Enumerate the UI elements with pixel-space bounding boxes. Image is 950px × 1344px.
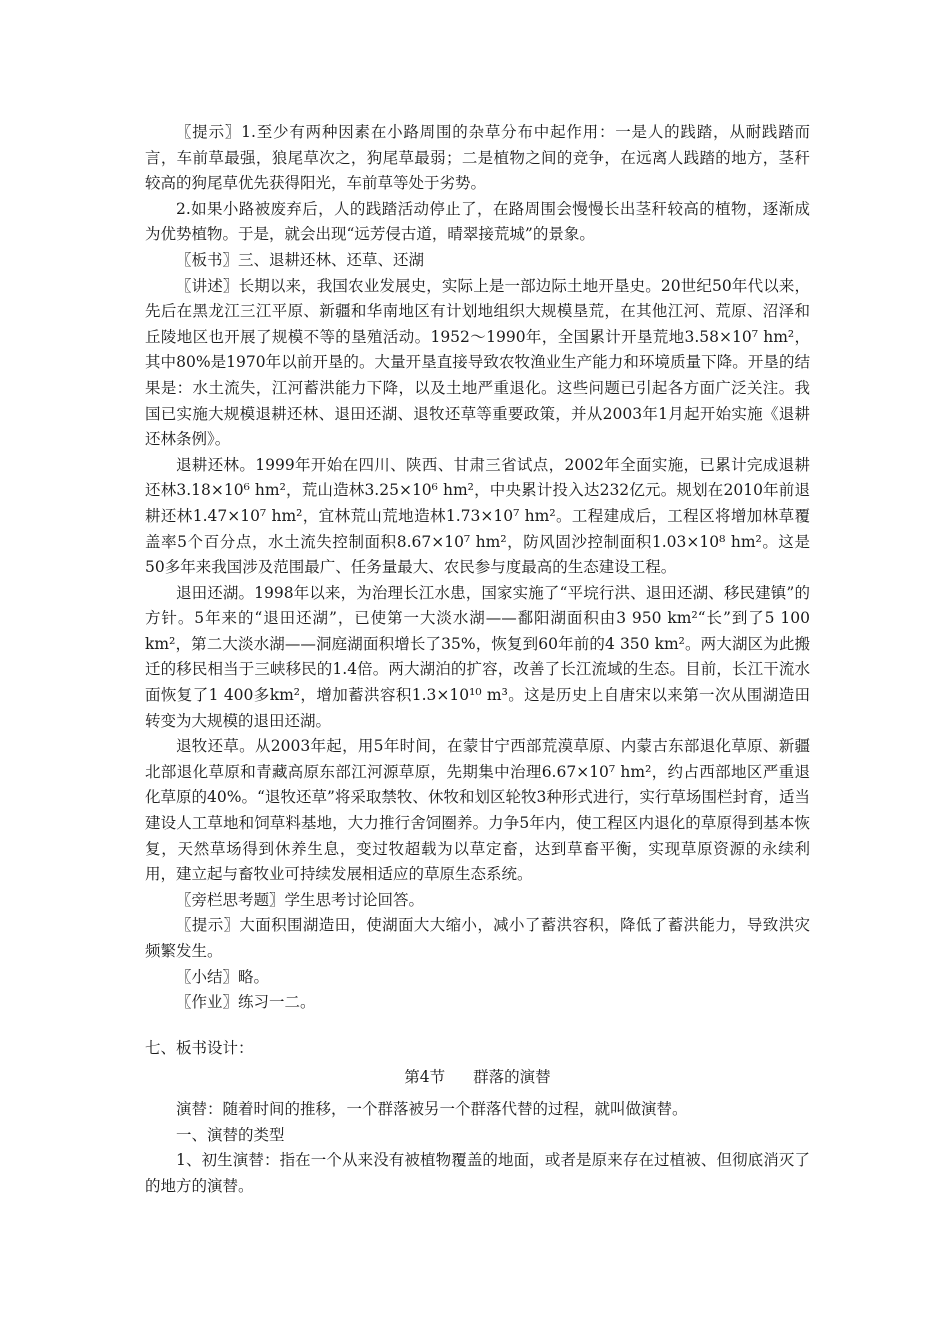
- paragraph-board-heading: 〖板书〗三、退耕还林、还草、还湖: [176, 250, 425, 269]
- paragraph-return-lake: 退田还湖。1998年以来，为治理长江水患，国家实施了“平垸行洪、退田还湖、移民建镇”的方针。5年来的“退田还湖”，已使第一大淡水湖——鄱阳湖面积由3 950 km²“长”到了5 100 km²，第二大淡水湖——洞庭湖面积增长了35%，恢复到60年前的4 350 km²。两大湖区为此搬迁的移民相当于三峡移民的1.4倍。两大湖泊的扩容，改善了长江流域的生态。目前，长江干流水面恢复了1 400多km²，增加蓄洪容积1.3×10¹⁰ m³。这是历史上自唐宋以来第一次从围湖造田转变为大规模的退田还湖。: [145, 583, 810, 730]
- paragraph-summary: 〖小结〗略。: [176, 967, 270, 986]
- paragraph-succession-definition: 演替：随着时间的推移，一个群落被另一个群落代替的过程，就叫做演替。: [176, 1099, 688, 1118]
- paragraph-hint-1: 〖提示〗1.至少有两种因素在小路周围的杂草分布中起作用：一是人的践踏，从耐践踏而言，车前草最强，狼尾草次之，狗尾草最弱；二是植物之间的竞争，在远离人践踏的地方，茎秆较高的狗尾草优先获得阳光，车前草等处于劣势。: [145, 123, 810, 193]
- document-page: [145, 120, 810, 1199]
- paragraph-return-forest: 退耕还林。1999年开始在四川、陕西、甘肃三省试点，2002年全面实施，已累计完成退耕还林3.18×10⁶ hm²，荒山造林3.25×10⁶ hm²，中央累计投入达232亿元。规划在2010年前退耕还林1.47×10⁷ hm²，宜林荒山荒地造林1.73×10⁷ hm²。工程建成后，工程区将增加林草覆盖率5个百分点，水土流失控制面积8.67×10⁷ hm²，防风固沙控制面积1.03×10⁸ hm²。这是50多年来我国涉及范围最广、任务量最大、农民参与度最高的生态建设工程。: [145, 455, 810, 577]
- board-title-section: 第4节: [404, 1068, 446, 1087]
- board-title: [145, 1065, 810, 1091]
- paragraph-sidebar-question: 〖旁栏思考题〗学生思考讨论回答。: [176, 890, 425, 909]
- paragraph-hint-2: 2.如果小路被废弃后，人的践踏活动停止了，在路周围会慢慢长出茎秆较高的植物，逐渐成为优势植物。于是，就会出现“远芳侵古道，晴翠接荒城”的景象。: [145, 199, 810, 244]
- section-heading: 七、板书设计：: [145, 1038, 254, 1057]
- paragraph-return-grass: 退牧还草。从2003年起，用5年时间，在蒙甘宁西部荒漠草原、内蒙古东部退化草原、新疆北部退化草原和青藏高原东部江河源草原，先期集中治理6.67×10⁷ hm²，约占西部地区严重退化草原的40%。“退牧还草”将采取禁牧、休牧和划区轮牧3种形式进行，实行草场围栏封育，适当建设人工草地和饲草料基地，大力推行舍饲圈养。力争5年内，使工程区内退化的草原得到基本恢复，天然草场得到休养生息，变过牧超载为以草定畜，达到草畜平衡，实现草原资源的永续利用，建立起与畜牧业可持续发展相适应的草原生态系统。: [145, 737, 810, 884]
- paragraph-succession-types: 一、演替的类型: [176, 1125, 285, 1144]
- spacer: [145, 1016, 810, 1036]
- paragraph-hint-3: 〖提示〗大面积围湖造田，使湖面大大缩小，减小了蓄洪容积，降低了蓄洪能力，导致洪灾频繁发生。: [145, 916, 810, 960]
- paragraph-homework: 〖作业〗练习一二。: [176, 993, 316, 1012]
- paragraph-primary-succession: 1、初生演替：指在一个从来没有被植物覆盖的地面，或者是原来存在过植被、但彻底消灭了的地方的演替。: [145, 1151, 810, 1195]
- board-title-text: 群落的演替: [473, 1068, 551, 1087]
- paragraph-lecture: 〖讲述〗长期以来，我国农业发展史，实际上是一部边际土地开垦史。20世纪50年代以来，先后在黑龙江三江平原、新疆和华南地区有计划地组织大规模垦荒，在其他江河、荒原、沼泽和丘陵地区也开展了规模不等的垦殖活动。1952～1990年，全国累计开垦荒地3.58×10⁷ hm²，其中80%是1970年以前开垦的。大量开垦直接导致农牧渔业生产能力和环境质量下降。开垦的结果是：水土流失，江河蓄洪能力下降，以及土地严重退化。这些问题已引起各方面广泛关注。我国已实施大规模退耕还林、退田还湖、退牧还草等重要政策，并从2003年1月起开始实施《退耕还林条例》。: [145, 276, 810, 449]
